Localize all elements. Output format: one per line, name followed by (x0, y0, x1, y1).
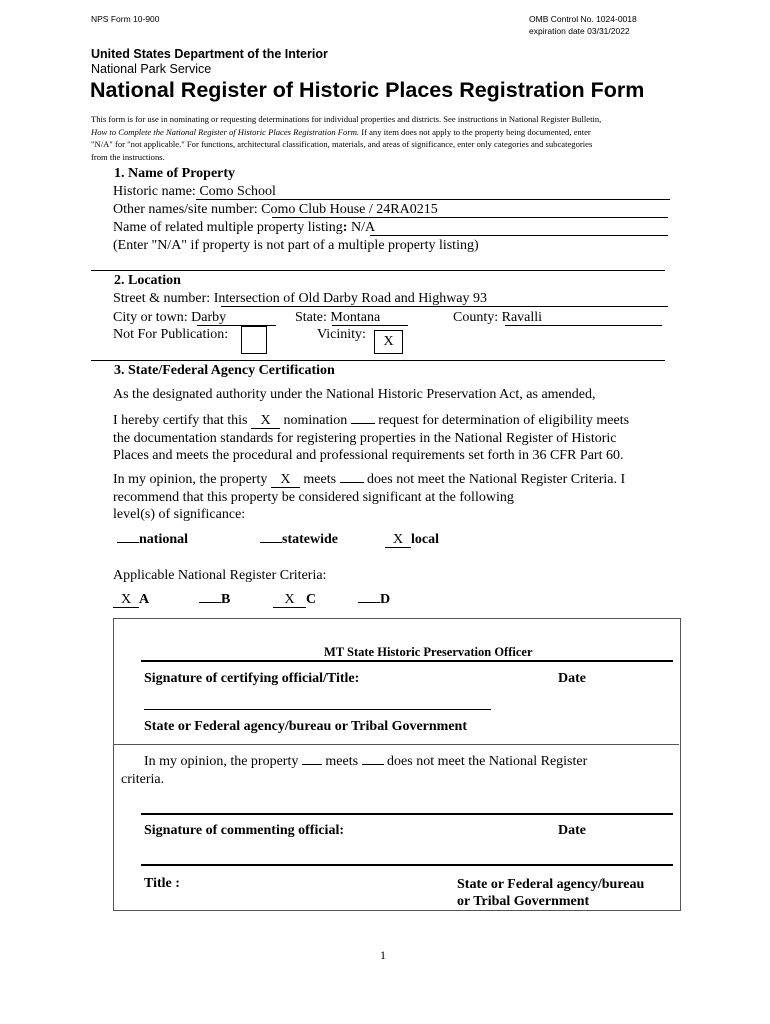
section-3-heading: 3. State/Federal Agency Certification (114, 363, 335, 378)
certifying-date-label: Date (558, 671, 586, 686)
historic-name-value[interactable]: Como School (199, 184, 276, 199)
vicinity-label: Vicinity: (317, 327, 366, 342)
comment-opinion-prefix: In my opinion, the property (144, 754, 302, 769)
page-title: National Register of Historic Places Registration Form (90, 78, 645, 102)
comment-line-2: criteria. (121, 772, 165, 787)
opinion-paragraph (113, 471, 625, 524)
level-local-mark[interactable]: X (385, 533, 411, 548)
criterion-c-label: C (306, 592, 317, 607)
other-names-value[interactable]: Como Club House / 24RA0215 (261, 202, 438, 217)
meets-label: meets (299, 472, 340, 487)
criterion-c-mark[interactable]: X (273, 593, 306, 608)
instructions-bulletin-title: How to Complete the National Register of Historic Places Registration Form. (91, 126, 360, 137)
authority-line: As the designated authority under the National Historic Preservation Act, as amended, (113, 387, 596, 402)
level-national-label: national (139, 532, 189, 547)
other-names-row (113, 202, 438, 218)
criterion-a-label: A (139, 592, 150, 607)
service-name: National Park Service (91, 62, 212, 76)
level-statewide-mark[interactable] (260, 542, 282, 543)
omb-control-number: OMB Control No. 1024-0018 (529, 14, 637, 24)
nomination-label: nomination (280, 413, 351, 428)
certify-line-2: the documentation standards for registering properties in the National Register of Historic (113, 430, 617, 446)
criterion-b-mark[interactable] (199, 602, 221, 603)
commenting-agency-label (457, 876, 644, 910)
comment-rest-label: does not meet the National Register (383, 754, 588, 769)
county-label: County: (453, 310, 502, 325)
historic-name-row (113, 184, 670, 200)
certifying-official-title-value[interactable]: MT State Historic Preservation Officer (324, 645, 533, 659)
certify-line-3: Places and meets the procedural and professional requirements set forth in 36 CFR Part 60. (113, 448, 624, 463)
certification-box-divider (113, 744, 679, 745)
not-for-publication-checkbox[interactable] (241, 326, 267, 354)
level-statewide (260, 532, 338, 548)
street-row (113, 291, 487, 307)
related-listing-colon: : (342, 220, 348, 235)
section-divider-1 (91, 270, 665, 271)
state-row (295, 310, 380, 326)
historic-name-underline (196, 199, 670, 200)
not-for-publication-label: Not For Publication: (113, 327, 229, 342)
historic-name-label: Historic name: (113, 184, 200, 199)
criterion-d-label: D (380, 592, 391, 607)
certifying-signature-label: Signature of certifying official/Title: (144, 671, 360, 686)
instructions-line-4: from the instructions. (91, 151, 165, 162)
section-1-heading: 1. Name of Property (114, 166, 236, 181)
state-underline (332, 325, 408, 326)
comment-meets-label: meets (321, 754, 362, 769)
level-local (385, 532, 439, 548)
request-label: request for determination of eligibility meets (374, 413, 630, 428)
instructions-line-2-rest: If any item does not apply to the property being documented, enter (359, 126, 591, 137)
department-name: United States Department of the Interior (91, 47, 328, 61)
street-value[interactable]: Intersection of Old Darby Road and Highway 93 (213, 291, 488, 306)
certify-prefix: I hereby certify that this (113, 413, 252, 428)
city-row (113, 310, 226, 326)
opinion-line-3: level(s) of significance: (113, 507, 246, 522)
comment-not-meets-blank[interactable] (362, 764, 384, 765)
meets-mark[interactable]: X (271, 473, 300, 488)
opinion-line-2: recommend that this property be considered significant at the following (113, 489, 514, 505)
criterion-a-mark[interactable]: X (113, 593, 139, 608)
criterion-b (199, 592, 230, 608)
expiration-date: expiration date 03/31/2022 (529, 26, 630, 36)
not-meets-mark[interactable] (340, 482, 364, 483)
related-listing-label: Name of related multiple property listing (113, 220, 343, 235)
level-national-mark[interactable] (117, 542, 139, 543)
instructions-line-3: "N/A" for "not applicable." For functions, architectural classification, materials, and areas of significance, enter only categories and subcategories (91, 139, 593, 149)
instructions-line-2 (91, 126, 601, 139)
criterion-a (113, 592, 149, 608)
commenting-agency-line-2: or Tribal Government (457, 894, 590, 909)
instructions-line-1: This form is for use in nominating or requesting determinations for individual properties and districts. See instructions in National Register Bulletin, (91, 114, 602, 124)
criterion-b-label: B (221, 592, 231, 607)
request-mark[interactable] (351, 423, 375, 424)
comment-meets-blank[interactable] (302, 764, 322, 765)
instructions (91, 113, 601, 163)
commenting-date-label: Date (558, 823, 586, 838)
form-number: NPS Form 10-900 (91, 14, 160, 24)
section-2-heading: 2. Location (114, 273, 181, 288)
other-names-label: Other names/site number: (113, 202, 262, 217)
level-local-label: local (411, 532, 439, 547)
criteria-heading: Applicable National Register Criteria: (113, 568, 327, 583)
street-label: Street & number: (113, 291, 214, 306)
street-underline (221, 306, 668, 307)
title-line (141, 864, 673, 866)
city-label: City or town: (113, 310, 192, 325)
criterion-d-mark[interactable] (358, 602, 380, 603)
certifying-signature-line (141, 660, 673, 662)
city-value[interactable]: Darby (191, 310, 227, 325)
level-statewide-label: statewide (282, 532, 338, 547)
other-names-underline (272, 217, 668, 218)
page-number: 1 (380, 948, 386, 962)
criterion-d (358, 592, 390, 608)
nomination-mark[interactable]: X (251, 414, 280, 429)
related-listing-note: (Enter "N/A" if property is not part of a multiple property listing) (113, 238, 479, 253)
county-value[interactable]: Ravalli (501, 310, 543, 325)
criterion-c (273, 592, 316, 608)
state-value[interactable]: Montana (330, 310, 381, 325)
not-meets-label: does not meet the National Register Criteria. I (363, 472, 626, 487)
state-label: State: (295, 310, 331, 325)
commenting-signature-label: Signature of commenting official: (144, 823, 344, 838)
vicinity-checkbox[interactable]: X (374, 330, 403, 354)
related-listing-row (113, 220, 375, 236)
commenting-signature-line (141, 813, 673, 815)
county-row (453, 310, 542, 326)
section-divider-2 (91, 360, 665, 361)
agency-signature-line (144, 709, 491, 710)
certify-paragraph (113, 412, 629, 465)
opinion-prefix: In my opinion, the property (113, 472, 271, 487)
opinion-line-1 (113, 471, 625, 489)
county-underline (505, 325, 662, 326)
level-national (117, 532, 188, 548)
related-listing-value[interactable]: N/A (350, 220, 376, 235)
certify-line-1 (113, 412, 629, 430)
commenting-agency-line-1: State or Federal agency/bureau (457, 877, 645, 892)
title-label: Title : (144, 876, 180, 891)
agency-label: State or Federal agency/bureau or Tribal Government (144, 719, 468, 734)
comment-opinion-line (144, 754, 587, 770)
related-listing-underline (370, 235, 668, 236)
